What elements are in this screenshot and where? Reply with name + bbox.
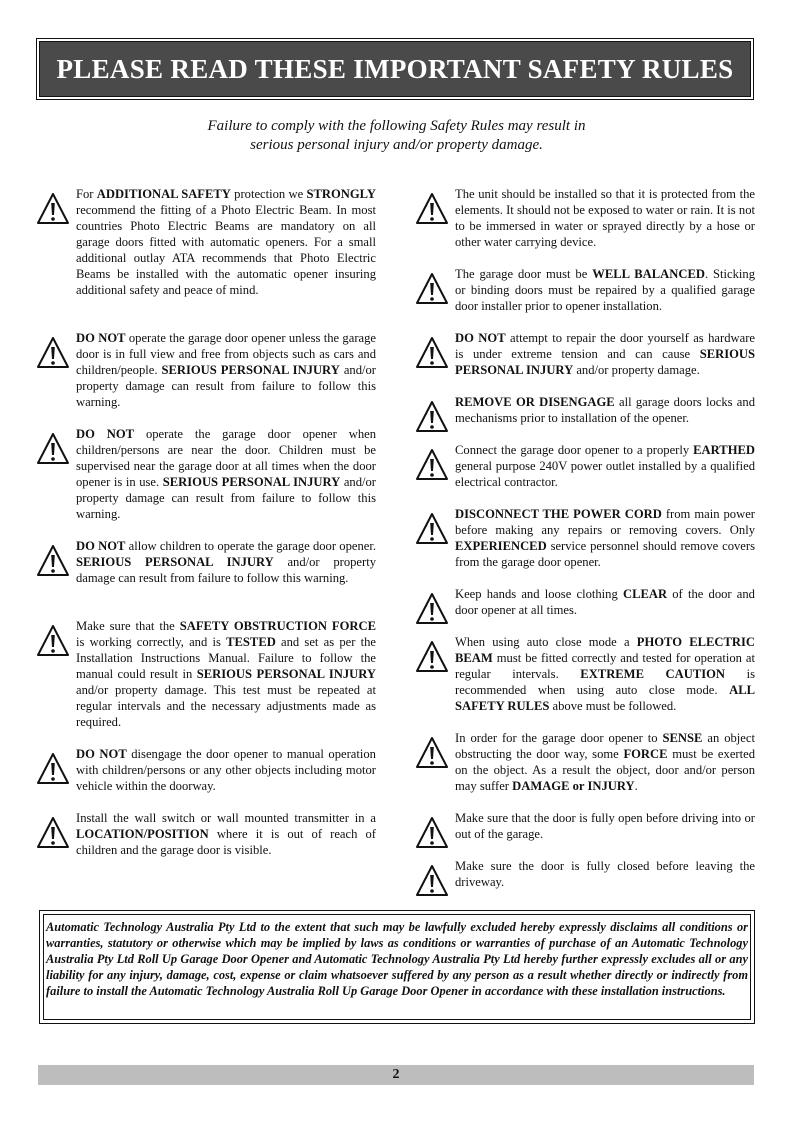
footer-bar: [38, 1065, 754, 1085]
safety-rule-text: [455, 394, 755, 426]
safety-rule: [36, 746, 376, 794]
emphasis-text: SERIOUS PERSONAL INJURY: [161, 363, 340, 377]
rule-text: operate the garage door opener unless the garage door is in full view and free from objects such as cars and children/people.: [76, 331, 376, 377]
page-title: PLEASE READ THESE IMPORTANT SAFETY RULES: [56, 53, 734, 84]
safety-rule-text: [76, 538, 376, 586]
safety-rule-text: [76, 426, 376, 522]
safety-rule-text: [455, 634, 755, 714]
safety-rule: [36, 810, 376, 858]
safety-rule: [415, 810, 755, 842]
emphasis-text: DAMAGE or INJURY: [512, 779, 635, 793]
rule-text: and set as per the Installation Instructions Manual. Failure to follow the manual could result in: [76, 635, 377, 681]
warning-triangle-icon: [415, 192, 449, 226]
rule-text: service personnel should remove covers from the garage door opener.: [455, 539, 755, 569]
rule-text: where it is out of reach of children and the garage door is visible.: [76, 827, 376, 857]
rule-text: protection we: [230, 187, 307, 201]
emphasis-text: DO NOT: [76, 539, 126, 553]
rule-text: and/or property damage can result from failure to follow this warning.: [76, 363, 376, 409]
rule-text: attempt to repair the door yourself as hardware is under extreme tension and can cause: [455, 331, 755, 361]
rule-text: Make sure the door is fully closed before leaving the driveway.: [455, 859, 755, 889]
safety-rule-text: [455, 330, 755, 378]
rule-text: is working correctly, and is: [76, 635, 227, 649]
rule-text: Keep hands and loose clothing: [455, 587, 623, 601]
rule-text: recommend the fitting of a Photo Electric Beam. In most countries Photo Electric Beams are mandatory on all garage doors fitted with automatic openers. For a small additional outlay ATA recommends that Photo Electric Beams be installed with the automatic opener insuring additional safety and peace of mind.: [76, 203, 376, 297]
rule-text: . Sticking or binding doors must be repaired by a qualified garage door installer prior to opener installation.: [455, 267, 756, 313]
warning-triangle-icon: [36, 336, 70, 370]
emphasis-text: DISCONNECT THE POWER CORD: [455, 507, 662, 521]
emphasis-text: REMOVE OR DISENGAGE: [455, 395, 615, 409]
warning-triangle-icon: [415, 336, 449, 370]
disclaimer-text: Automatic Technology Australia Pty Ltd to the extent that such may be lawfully excluded hereby expressly disclaims all conditions or warranties, statutory or otherwise which may be implied by laws as conditions or warranties of purchase of an Automatic Technology Australia Pty Ltd Roll Up Garage Door Opener and Automatic Technology Australia Pty Ltd hereby further expressly excludes all or any liability for any injury, damage, cost, expense or claim whatsoever suffered by any person as a result whether directly or indirectly from failure to install the Automatic Technology Australia Roll Up Garage Door Opener in accordance with these installation instructions.: [43, 914, 751, 1020]
safety-rule-text: [76, 186, 376, 298]
emphasis-text: SERIOUS PERSONAL INJURY: [455, 347, 755, 377]
rule-text: general purpose 240V power outlet installed by a qualified electrical contractor.: [455, 459, 755, 489]
rule-text: .: [634, 779, 638, 793]
safety-rule-text: [455, 266, 755, 314]
safety-rule-text: [455, 586, 755, 618]
rule-text: is recommended when using auto close mode.: [455, 667, 755, 697]
safety-rule: [36, 538, 376, 586]
safety-rule-text: [455, 442, 755, 490]
rule-text: an object obstructing the door way, some: [455, 731, 755, 761]
rule-text: and/or property damage.: [573, 363, 700, 377]
warning-triangle-icon: [36, 432, 70, 466]
rule-text: allow children to operate the garage door opener.: [125, 539, 376, 553]
rule-text: Make sure that the door is fully open before driving into or out of the garage.: [455, 811, 755, 841]
warning-triangle-icon: [415, 736, 449, 770]
safety-rule-text: [455, 506, 755, 570]
rule-text: Connect the garage door opener to a properly: [455, 443, 694, 457]
safety-rule-text: [76, 810, 376, 858]
emphasis-text: STRONGLY: [306, 187, 376, 201]
emphasis-text: FORCE: [623, 747, 668, 761]
safety-rule: [415, 730, 755, 794]
rule-text: When using auto close mode a: [455, 635, 637, 649]
safety-rule: [415, 442, 755, 490]
subtitle-line-2: serious personal injury and/or property damage.: [250, 137, 543, 153]
emphasis-text: DO NOT: [76, 427, 135, 441]
safety-rule-text: [76, 330, 376, 410]
warning-triangle-icon: [415, 448, 449, 482]
emphasis-text: SERIOUS PERSONAL INJURY: [162, 475, 341, 489]
warning-triangle-icon: [36, 624, 70, 658]
rule-text: Make sure that the: [76, 619, 180, 633]
emphasis-text: ADDITIONAL SAFETY: [96, 187, 231, 201]
warning-triangle-icon: [36, 816, 70, 850]
safety-rule: [36, 330, 376, 410]
title-banner-inner: [39, 41, 751, 97]
emphasis-text: DO NOT: [455, 331, 506, 345]
rule-text: must be fitted correctly and tested for operation at regular intervals.: [455, 651, 755, 681]
emphasis-text: ALL SAFETY RULES: [455, 683, 755, 713]
safety-rule: [415, 586, 755, 618]
rule-text: must be exerted on the object. As a result the object, door and/or person may suffer: [455, 747, 755, 793]
title-banner: [36, 38, 754, 100]
warning-triangle-icon: [36, 544, 70, 578]
safety-rule: [415, 858, 755, 890]
subtitle-line-1: Failure to comply with the following Safety Rules may result in: [207, 118, 586, 134]
rule-text: from main power before making any repairs or removing covers. Only: [455, 507, 755, 537]
warning-triangle-icon: [415, 400, 449, 434]
warning-triangle-icon: [415, 864, 449, 898]
safety-rule: [415, 266, 755, 314]
emphasis-text: DO NOT: [76, 331, 126, 345]
emphasis-text: EXPERIENCED: [455, 539, 547, 553]
rule-text: all garage doors locks and mechanisms prior to installation of the opener.: [455, 395, 755, 425]
warning-triangle-icon: [415, 816, 449, 850]
emphasis-text: LOCATION/POSITION: [76, 827, 209, 841]
emphasis-text: SENSE: [662, 731, 703, 745]
safety-rule-text: [455, 810, 755, 842]
safety-rule: [36, 186, 376, 298]
safety-rule: [36, 618, 376, 730]
rule-text: In order for the garage door opener to: [455, 731, 663, 745]
safety-rule-text: [455, 858, 755, 890]
rule-text: The unit should be installed so that it is protected from the elements. It should not be exposed to water or rain. It is not to be immersed in water or sprayed directly by a hose or other water carrying device.: [455, 187, 755, 249]
rule-text: of the door and door opener at all times.: [455, 587, 755, 617]
safety-rule: [415, 394, 755, 426]
disclaimer-box: [39, 910, 755, 1024]
safety-rule-text: [76, 618, 376, 730]
emphasis-text: TESTED: [226, 635, 276, 649]
warning-triangle-icon: [36, 752, 70, 786]
emphasis-text: SERIOUS PERSONAL INJURY: [76, 555, 274, 569]
emphasis-text: CLEAR: [622, 587, 668, 601]
emphasis-text: SERIOUS PERSONAL INJURY: [196, 667, 376, 681]
emphasis-text: PHOTO ELECTRIC BEAM: [455, 635, 755, 665]
rule-text: operate the garage door opener when children/persons are near the door. Children must be supervised near the garage door at all times when the door opener is in use.: [76, 427, 376, 489]
page-number: 2: [392, 1067, 400, 1082]
emphasis-text: WELL BALANCED: [592, 267, 705, 281]
rule-text: Install the wall switch or wall mounted transmitter in a: [76, 811, 376, 825]
warning-triangle-icon: [415, 640, 449, 674]
safety-rule: [415, 506, 755, 570]
emphasis-text: EARTHED: [693, 443, 755, 457]
rule-text: disengage the door opener to manual operation with children/persons or any other objects including motor vehicle within the doorway.: [76, 747, 376, 793]
rule-text: and/or property damage. This test must be repeated at regular intervals and the necessary adjustments made as required.: [76, 683, 376, 729]
emphasis-text: EXTREME CAUTION: [580, 667, 726, 681]
emphasis-text: SAFETY OBSTRUCTION FORCE: [179, 619, 376, 633]
safety-rule-text: [455, 186, 755, 250]
warning-triangle-icon: [36, 192, 70, 226]
safety-rule-text: [455, 730, 755, 794]
warning-triangle-icon: [415, 272, 449, 306]
rule-text: and/or property damage can result from failure to follow this warning.: [76, 555, 376, 585]
warning-triangle-icon: [415, 592, 449, 626]
rule-text: and/or property damage can result from failure to follow this warning.: [76, 475, 376, 521]
emphasis-text: DO NOT: [76, 747, 127, 761]
rule-text: For: [76, 187, 97, 201]
safety-rule: [415, 330, 755, 378]
rule-text: above must be followed.: [549, 699, 677, 713]
safety-rule-text: [76, 746, 376, 794]
rule-text: The garage door must be: [455, 267, 593, 281]
safety-rule: [415, 634, 755, 714]
safety-rule: [36, 426, 376, 522]
safety-rule: [415, 186, 755, 250]
warning-triangle-icon: [415, 512, 449, 546]
